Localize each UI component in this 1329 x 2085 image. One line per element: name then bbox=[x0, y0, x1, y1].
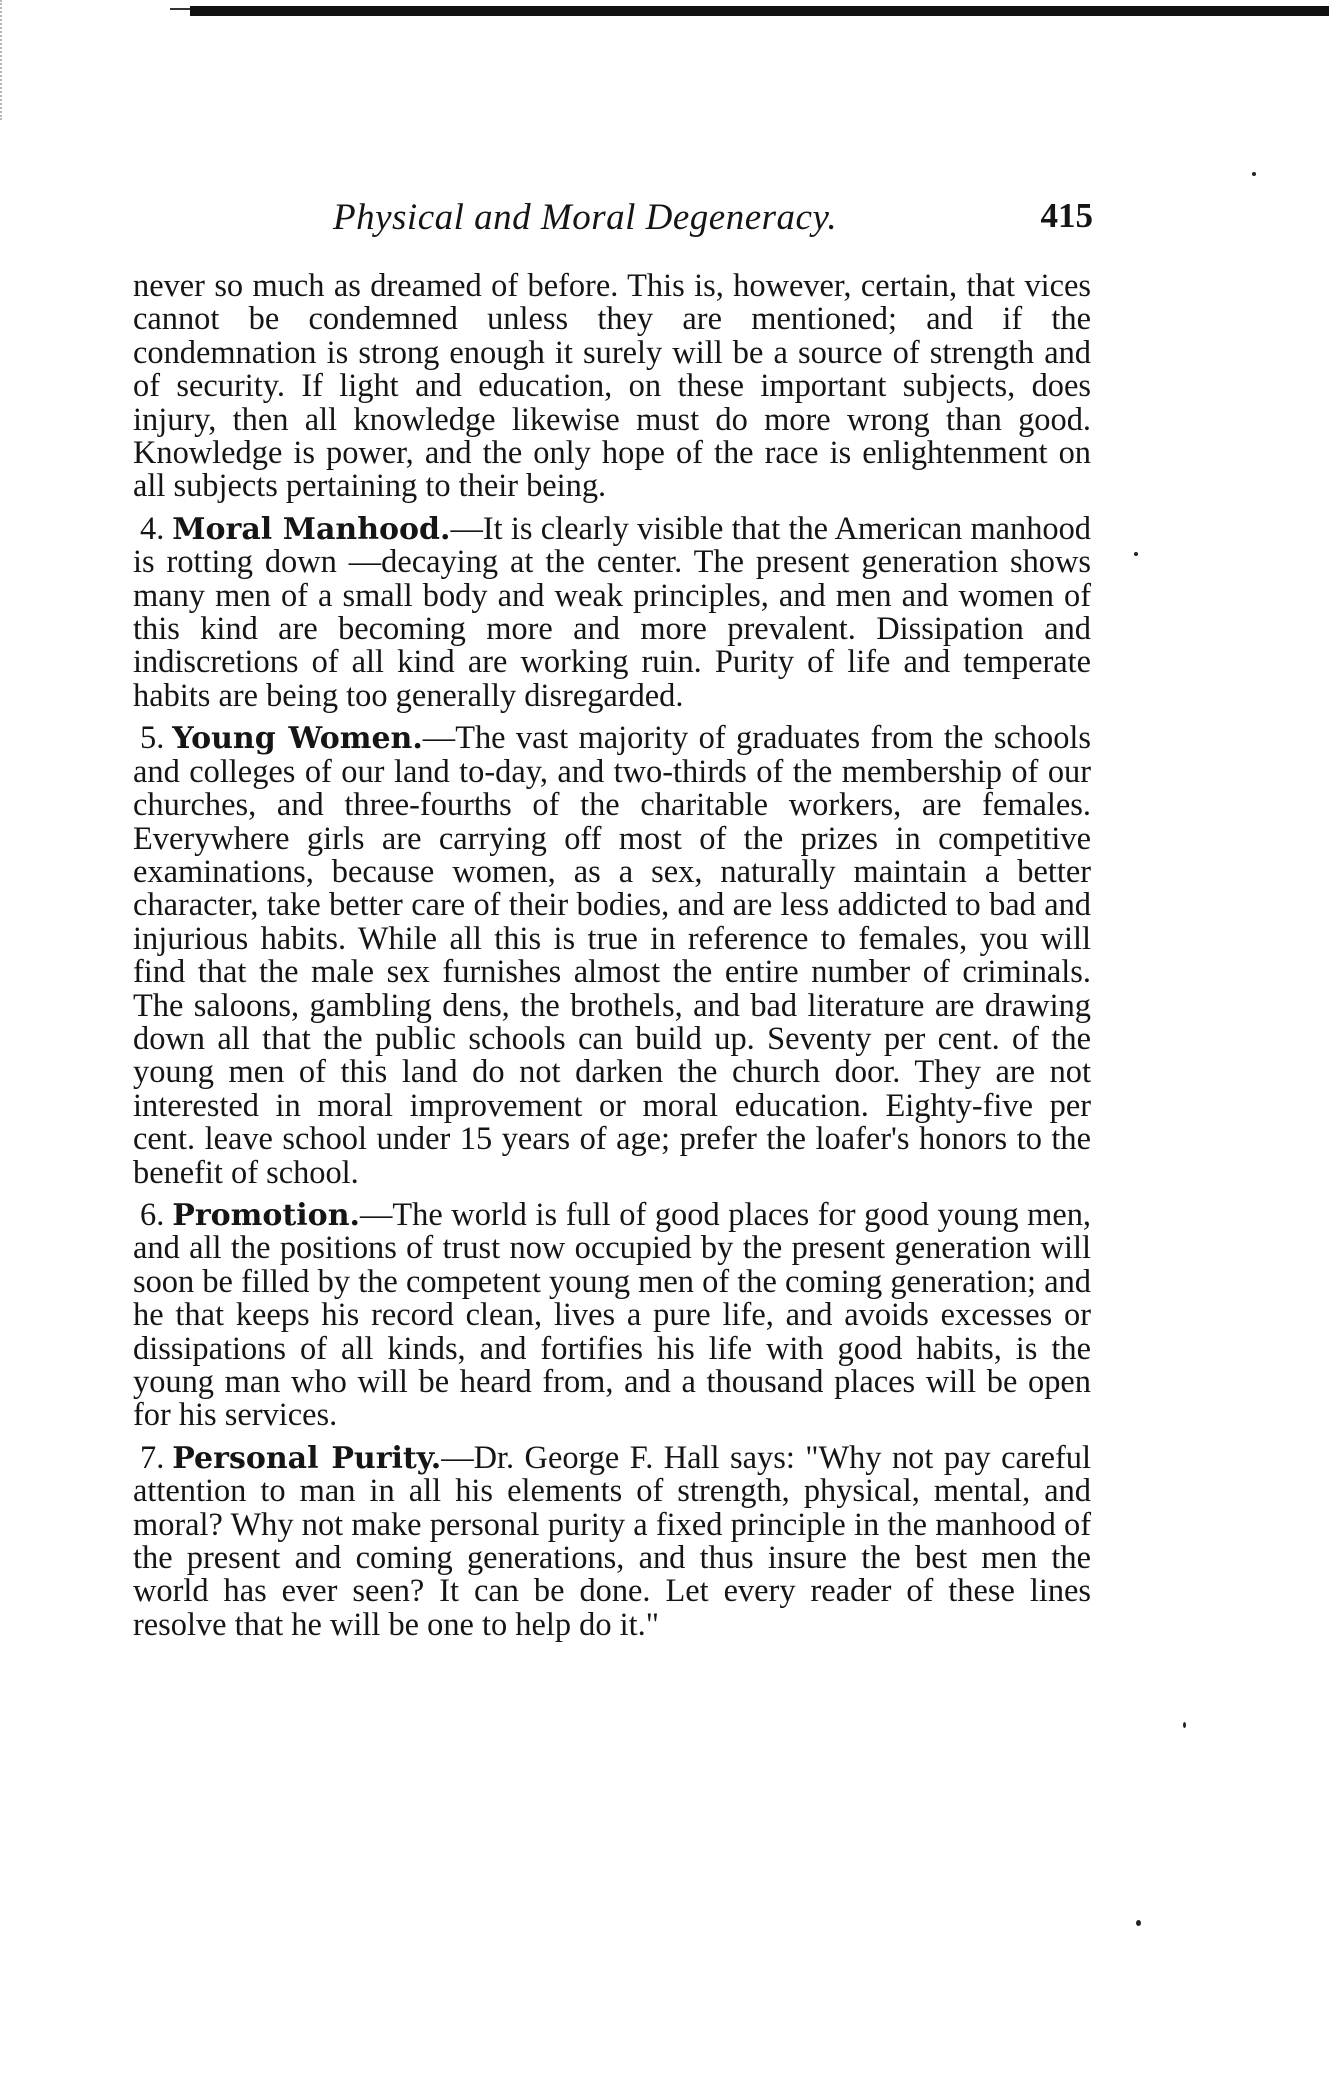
section-heading: Moral Manhood. bbox=[172, 511, 451, 547]
page-number: 415 bbox=[1040, 196, 1093, 235]
section-heading: Personal Purity. bbox=[172, 1440, 442, 1476]
section-text: —The world is full of good places for good young men, and all the positions of trust now occupied by the present generation will soon be filled by the competent young men of the coming generation; and he that keeps his record clean, lives a pure life, and avoids excesses or dissipations of all kinds, and fortifies his life with good habits, is the young man who will be heard from, and a thousand places will be open for his services. bbox=[133, 1196, 1091, 1434]
running-head bbox=[133, 196, 1093, 246]
section-number: 6. bbox=[140, 1196, 165, 1233]
section-moral-manhood bbox=[133, 510, 1091, 714]
margin-speck bbox=[1136, 1920, 1141, 1926]
running-title: Physical and Moral Degeneracy. bbox=[333, 197, 838, 238]
page-edge-speckle bbox=[0, 0, 30, 120]
paragraph-text: never so much as dreamed of before. This is, however, certain, that vices cannot be condemned unless they are mentioned; and if the condemnation is strong enough it surely will be a source of strength and of security. If light and education, on these important subjects, does injury, then all knowledge likewise must do more wrong than good. Knowledge is power, and the only hope of the race is enlightenment on all subjects pertaining to their being. bbox=[133, 268, 1091, 505]
section-heading: Promotion. bbox=[172, 1197, 360, 1233]
section-young-women bbox=[133, 722, 1091, 1190]
margin-speck bbox=[1134, 552, 1138, 556]
body-text bbox=[133, 270, 1091, 1651]
section-text: —It is clearly visible that the American manhood is rotting down —decaying at the center. The present generation shows many men of a small body and weak principles, and men and women of this kind are becoming more and more prevalent. Dissipation and indiscretions of all kind are working ruin. Purity of life and temperate habits are being too generally disregarded. bbox=[133, 510, 1091, 714]
paragraph-continuation bbox=[133, 270, 1091, 504]
margin-speck bbox=[1183, 1722, 1186, 1728]
section-promotion bbox=[133, 1196, 1091, 1434]
section-personal-purity bbox=[133, 1439, 1091, 1643]
section-text: —Dr. George F. Hall says: "Why not pay careful attention to man in all his elements of strength, physical, mental, and moral? Why not make personal purity a fixed principle in the manhood of the present and coming generations, and thus insure the best men the world has ever seen? It can be done. Let every reader of these lines resolve that he will be one to help do it." bbox=[133, 1439, 1091, 1643]
section-heading: Young Women. bbox=[172, 721, 423, 757]
section-number: 4. bbox=[140, 510, 165, 547]
margin-speck bbox=[1252, 172, 1256, 176]
section-number: 5. bbox=[140, 720, 165, 757]
section-number: 7. bbox=[140, 1439, 165, 1476]
section-text: —The vast majority of graduates from the schools and colleges of our land to-day, and two-thirds of the membership of our churches, and three-fourths of the charitable workers, are females. Everywhere girls are carrying off most of the prizes in competitive examinations, because women, as a sex, naturally maintain a better character, take better care of their bodies, and are less addicted to bad and injurious habits. While all this is true in reference to females, you will find that the male sex furnishes almost the entire number of criminals. The saloons, gambling dens, the brothels, and bad literature are drawing down all that the public schools can build up. Seventy per cent. of the young men of this land do not darken the church door. They are not interested in moral improvement or moral education. Eighty-five per cent. leave school under 15 years of age; prefer the loafer's honors to the benefit of school. bbox=[133, 720, 1091, 1191]
top-border-rule bbox=[190, 6, 1329, 16]
